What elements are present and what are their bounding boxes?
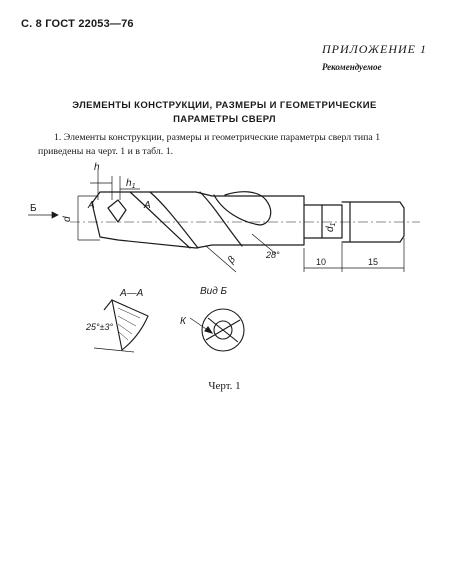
label-section-aa: А—А <box>120 288 144 299</box>
label-dim-10: 10 <box>316 257 327 267</box>
flute-curve-2 <box>130 192 190 248</box>
label-view-b: Вид Б <box>200 286 228 297</box>
label-angle-section: 25°±3° <box>86 322 114 332</box>
label-h: h <box>94 162 100 173</box>
paragraph-line-2: приведены на черт. 1 и в табл. 1. <box>38 146 174 157</box>
view-b-circle <box>190 309 244 351</box>
appendix-status: Рекомендуемое <box>322 62 382 72</box>
label-d: d <box>62 216 73 222</box>
label-b-arrow: Б <box>30 203 37 214</box>
label-d1: $d_1$ <box>325 222 337 232</box>
label-k: К <box>180 316 186 327</box>
label-angle: 28° <box>266 250 280 260</box>
paragraph-line-1: 1. Элементы конструкции, размеры и геометрические параметры сверл типа 1 <box>54 132 381 143</box>
heading-line-1: ЭЛЕМЕНТЫ КОНСТРУКЦИИ, РАЗМЕРЫ И ГЕОМЕТРИЧЕСКИЕ <box>72 100 377 111</box>
label-a-left: А <box>88 200 95 211</box>
drill-tip-outline <box>92 192 304 248</box>
flute-curve-3 <box>200 192 242 246</box>
label-h1: $h_1$ <box>126 178 136 190</box>
page-header: С. 8 ГОСТ 22053—76 <box>21 18 134 30</box>
shank-neck <box>304 205 342 238</box>
label-beta: β <box>225 254 238 266</box>
label-dim-15: 15 <box>368 257 379 267</box>
flute-curve-1 <box>150 192 198 248</box>
label-a-right: А <box>144 200 151 211</box>
tip-detail <box>108 200 126 222</box>
section-aa-shape <box>112 300 148 350</box>
appendix-title: ПРИЛОЖЕНИЕ 1 <box>322 42 427 56</box>
figure-caption: Черт. 1 <box>208 380 241 392</box>
heading-line-2: ПАРАМЕТРЫ СВЕРЛ <box>173 114 276 125</box>
